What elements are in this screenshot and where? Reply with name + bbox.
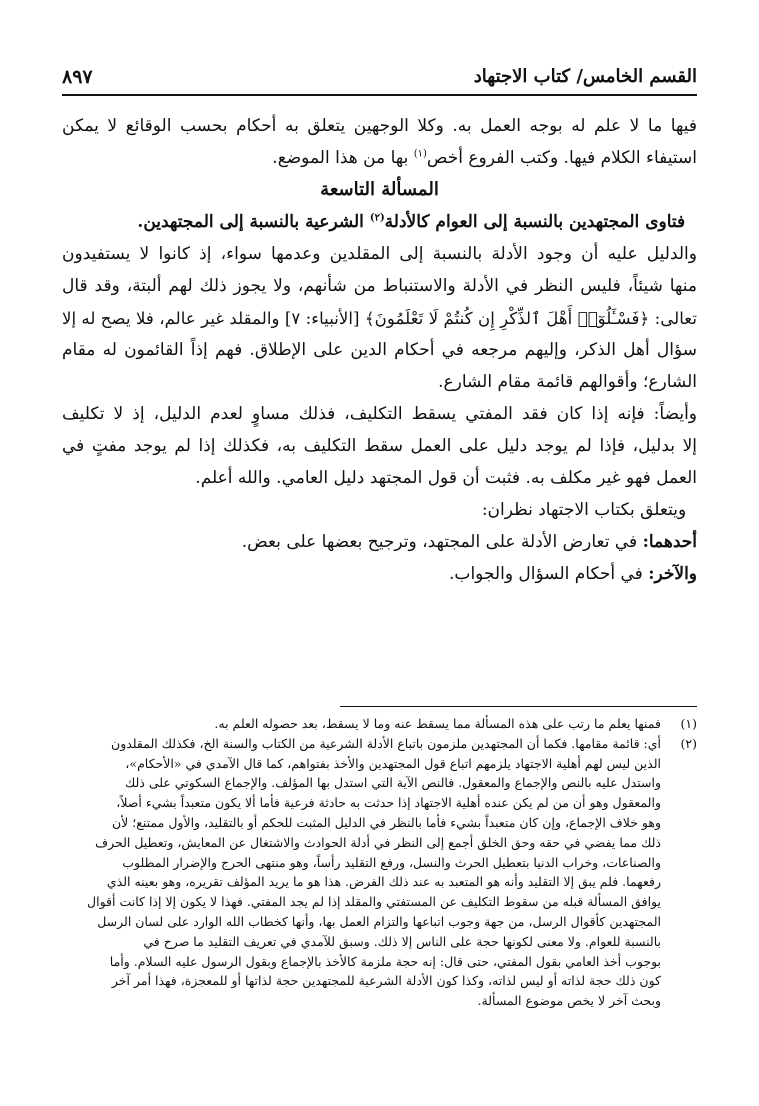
text-run: استيفاء الكلام فيها. وكتب الفروع أخص <box>426 148 697 168</box>
text-line: العمل فهو غير مكلف به. فثبت أن قول المجتهد دليل العامي. والله أعلم. <box>195 468 697 488</box>
text-line: تعالى: ﴿فَسْـَٔلُوٓا۟ أَهْلَ ٱلذِّكْرِ إِن كُنتُمْ لَا تَعْلَمُونَ﴾ [الأنبياء: ٧] والمقلد غير عالم، فلا يصح له إلا <box>62 308 697 328</box>
text-line: سؤال أهل الذكر، وإليهم مرجعه في أحكام الدين على الإطلاق. فهم إذاً القائمون له مقام <box>62 340 697 360</box>
footnote-text: فمنها يعلم ما رتب على هذه المسألة مما يسقط عنه وما لا يسقط، بعد حصوله العلم به. <box>214 716 661 731</box>
text-line <box>62 142 697 174</box>
footnote-line <box>62 714 697 734</box>
footnote-line: وهو خلاف الإجماع، وإن كان متعبداً بشيء فأما بالنظر في الدليل المثبت للحكم أو بالتقليد، والأول ممتنع؛ لأن <box>111 814 661 830</box>
footnote-line: يوافق المسألة قبله من سقوط التكليف عن المستفتي والمقلد إذا لم يجد المفتي. فهذا لا يكون إلا إذا كانت أقوال <box>87 894 661 910</box>
footnote-line: بالنسبة للعوام. ولا معنى لكونها حجة على الناس إلا ذلك. وسبق للآمدي في تعريف التقليد ما صرح في <box>143 933 661 949</box>
view-one <box>62 526 697 558</box>
header-rule <box>62 94 697 96</box>
main-text <box>62 110 697 590</box>
view-label: والآخر: <box>648 564 697 584</box>
view-text: في أحكام السؤال والجواب. <box>449 564 643 584</box>
page-number: ٨٩٧ <box>62 66 93 88</box>
footnote-line: ذلك مما يفضي في حقه وحق الخلق أجمع إلى النظر في أدلة الحوادث والاشتغال عن المعايش، وتعطيل الحرف <box>95 834 661 850</box>
footnote-line: رفعهما. فلم يبق إلا التقليد وأنه هو المتعبد به عند ذلك الفرض. هذا هو ما يريد المؤلف تقريره، وهو بعينه الذي <box>106 874 661 890</box>
text-run: فتاوى المجتهدين بالنسبة إلى العوام كالأدلة <box>384 212 686 232</box>
footnote-line <box>62 734 697 754</box>
text-run: ويتعلق بكتاب الاجتهاد نظران: <box>481 500 687 520</box>
running-header <box>62 62 697 96</box>
text-line: فيها ما لا علم له بوجه العمل به. وكلا الوجهين يتعلق به أحكام بحسب الوقائع لا يمكن <box>62 116 697 136</box>
footnote-ref[interactable]: (٢) <box>369 212 385 224</box>
footnotes <box>62 714 697 1011</box>
text-line: والدليل عليه أن وجود الأدلة بالنسبة إلى المقلدين وعدمها سواء، إذ كانوا لا يستفيدون <box>62 244 697 264</box>
footnote-line: وبحث آخر لا يخص موضوع المسألة. <box>477 993 661 1009</box>
footnote-mark: (٢) <box>680 735 697 751</box>
text-run: الشرعية بالنسبة إلى المجتهدين. <box>137 212 364 232</box>
footnote-line: كون ذلك حجة لذاته أو ليس لذاته، وكذا كون الأدلة الشرعية للمجتهدين حجة لذاتها أو للمعجزة، فهذا أمر آخر <box>111 973 661 989</box>
thesis-statement <box>62 206 697 238</box>
footnote-separator <box>340 706 697 707</box>
footnote-line: بوجوب أخذ العامي بقول المفتي، حتى قال: إنه حجة ملزمة كالأخذ بالإجماع وبقول الرسول عليه السلام. وأما <box>109 953 661 969</box>
text-line: وأيضاً: فإنه إذا كان فقد المفتي يسقط التكليف، فذلك مساوٍ لعدم الدليل، إذ لا تكليف <box>62 404 697 424</box>
view-two <box>62 558 697 590</box>
footnote-mark: (١) <box>680 716 697 731</box>
view-label: أحدهما: <box>642 532 697 552</box>
text-run: بها من هذا الموضع. <box>272 148 409 168</box>
footnote-line: المجتهدين كأقوال الرسل، من جهة وجوب اتباعها والتزام العمل بها، وأنها كخطاب الله الوارد على لسان الرسل <box>97 913 661 929</box>
text-line: إلا بدليل، فإذا لم يوجد دليل على العمل سقط التكليف به، فكذلك إذا لم يوجد مفتٍ في <box>62 436 697 456</box>
footnote-line: واستدل عليه بالنص والإجماع والمعقول. فالنص الآية التي استدل بها المؤلف. والإجماع السكوتي على ذلك <box>124 775 661 791</box>
text-line: منها شيئاً، فليس النظر في الأدلة والاستنباط من شأنهم، ولا يجوز ذلك لهم ألبتة، وقد قال <box>62 276 697 296</box>
text-line <box>62 494 697 526</box>
text-line: الشارع؛ وأقوالهم قائمة مقام الشارع. <box>438 372 697 392</box>
section-title: المسألة التاسعة <box>320 179 439 200</box>
running-title: القسم الخامس/ كتاب الاجتهاد <box>473 66 697 87</box>
footnote-line: والمعقول وهو أن من لم يكن عنده أهلية الاجتهاد إذا حدثت به حادثة فرعية فأما ألا يكون متعبداً بشيء أصلاً، <box>116 795 661 811</box>
footnote-line: والصناعات، وخراب الدنيا بتعطيل الحرث والنسل، ورفع التقليد رأساً، وهو منتهى الحرج والإضرار المطلوب <box>122 854 661 870</box>
footnote-text: أي: قائمة مقامها. فكما أن المجتهدين ملزمون باتباع الأدلة الشرعية من الكتاب والسنة الخ، فكذلك المقلدون <box>111 735 661 751</box>
view-text: في تعارض الأدلة على المجتهد، وترجيح بعضها على بعض. <box>241 532 638 552</box>
footnote-line: الذين ليس لهم أهلية الاجتهاد يلزمهم اتباع قول المجتهدين والأخذ بفتواهم، كما قال الآمدي في «الأحكام»، <box>125 755 661 771</box>
footnote-ref[interactable]: (١) <box>413 148 427 160</box>
